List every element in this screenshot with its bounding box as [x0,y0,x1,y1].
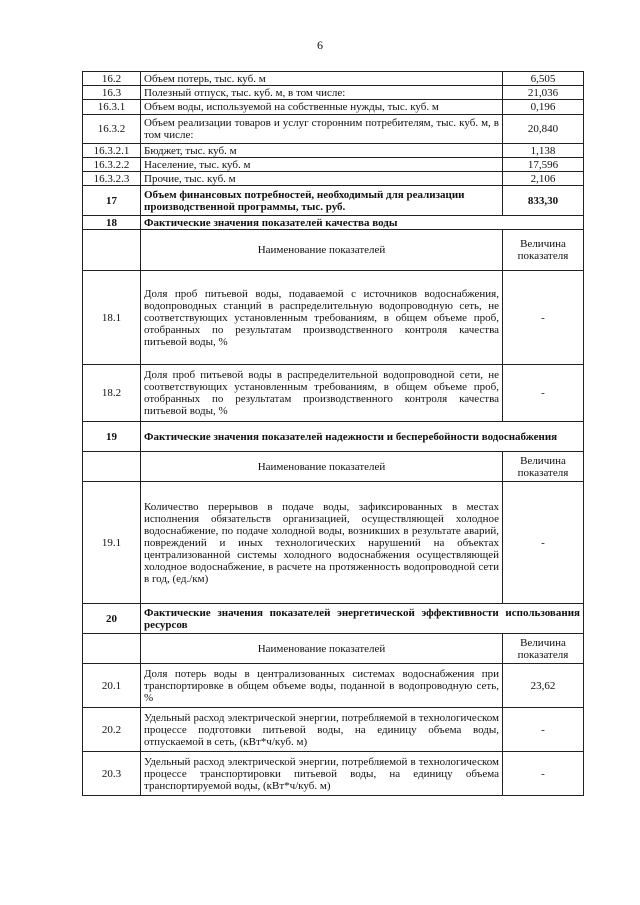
table-row [83,365,584,422]
header-value: Величина показателя [503,634,584,664]
row-value: 833,30 [503,186,584,216]
row-number: 17 [83,186,141,216]
table-row [83,482,584,604]
row-value: - [503,708,584,752]
empty-cell [83,452,141,482]
table-row [83,115,584,144]
row-text: Доля потерь воды в централизованных системах водоснабжения при транспортировке в общем объеме воды, поданной в водопроводную сеть, % [141,664,503,708]
section-header-row [83,452,584,482]
row-value: 1,138 [503,144,584,158]
section-number: 19 [83,422,141,452]
row-number: 16.3.2.3 [83,172,141,186]
row-value: 17,596 [503,158,584,172]
table-row [83,708,584,752]
row-number: 16.3.1 [83,100,141,115]
section-title-row [83,216,584,230]
row-number: 16.3.2.2 [83,158,141,172]
row-text: Объем воды, используемой на собственные нужды, тыс. куб. м [141,100,503,115]
table-row [83,158,584,172]
table-row-financial [83,186,584,216]
row-text: Полезный отпуск, тыс. куб. м, в том числе: [141,86,503,100]
header-name: Наименование показателей [141,634,503,664]
row-text: Население, тыс. куб. м [141,158,503,172]
section-title-row [83,422,584,452]
table-row [83,664,584,708]
header-value: Величина показателя [503,452,584,482]
row-text: Удельный расход электрической энергии, потребляемой в технологическом процессе транспортировки питьевой воды, на единицу объема транспортируемой воды, (кВт*ч/куб. м) [141,752,503,796]
section-number: 20 [83,604,141,634]
row-number: 19.1 [83,482,141,604]
row-number: 16.3.2 [83,115,141,144]
row-text: Удельный расход электрической энергии, потребляемой в технологическом процессе подготовки питьевой воды, на единицу объема воды, отпускаемой в сеть, (кВт*ч/куб. м) [141,708,503,752]
row-number: 20.2 [83,708,141,752]
row-number: 18.2 [83,365,141,422]
section-header-row [83,634,584,664]
table-row [83,72,584,86]
row-text: Объем потерь, тыс. куб. м [141,72,503,86]
section-header-row [83,230,584,271]
row-text: Объем реализации товаров и услуг сторонним потребителям, тыс. куб. м, в том числе: [141,115,503,144]
table-row [83,172,584,186]
row-value: 6,505 [503,72,584,86]
row-number: 16.2 [83,72,141,86]
row-text: Прочие, тыс. куб. м [141,172,503,186]
row-number: 20.3 [83,752,141,796]
row-value: - [503,271,584,365]
row-value: - [503,482,584,604]
row-value: 23,62 [503,664,584,708]
row-value: - [503,752,584,796]
row-number: 16.3.2.1 [83,144,141,158]
production-program-table [82,71,584,796]
row-text: Доля проб питьевой воды, подаваемой с источников водоснабжения, водопроводных станций в распределительную водопроводную сеть, не соответствующих установленным требованиям, в общем объеме проб, отобранных по результатам производственного контроля качества питьевой воды, % [141,271,503,365]
header-value: Величина показателя [503,230,584,271]
section-number: 18 [83,216,141,230]
row-text: Доля проб питьевой воды в распределительной водопроводной сети, не соответствующих установленным требованиям, в общем объеме проб, отобранных по результатам производственного контроля качества питьевой воды, % [141,365,503,422]
section-title-row [83,604,584,634]
section-title: Фактические значения показателей качества воды [141,216,584,230]
header-name: Наименование показателей [141,452,503,482]
row-number: 18.1 [83,271,141,365]
table-row [83,144,584,158]
table-row [83,100,584,115]
row-text: Количество перерывов в подаче воды, зафиксированных в местах исполнения обязательств организацией, осуществляющей холодное водоснабжение, по подаче холодной воды, возникших в результате аварий, повреждений и иных технологических нарушений на объектах централизованной системы холодного водоснабжения осуществляющей холодное водоснабжение, в расчете на протяженность водопроводной сети в год, (ед./км) [141,482,503,604]
row-value: 20,840 [503,115,584,144]
row-value: - [503,365,584,422]
section-title: Фактические значения показателей энергетической эффективности использования ресурсов [141,604,584,634]
row-text: Объем финансовых потребностей, необходимый для реализации производственной программы, тыс. руб. [141,186,503,216]
row-text: Бюджет, тыс. куб. м [141,144,503,158]
row-value: 0,196 [503,100,584,115]
empty-cell [83,634,141,664]
table-row [83,86,584,100]
row-value: 2,106 [503,172,584,186]
page-number: 6 [317,38,323,52]
section-title: Фактические значения показателей надежности и бесперебойности водоснабжения [141,422,584,452]
row-number: 20.1 [83,664,141,708]
table-row [83,752,584,796]
row-number: 16.3 [83,86,141,100]
row-value: 21,036 [503,86,584,100]
empty-cell [83,230,141,271]
header-name: Наименование показателей [141,230,503,271]
table-row [83,271,584,365]
